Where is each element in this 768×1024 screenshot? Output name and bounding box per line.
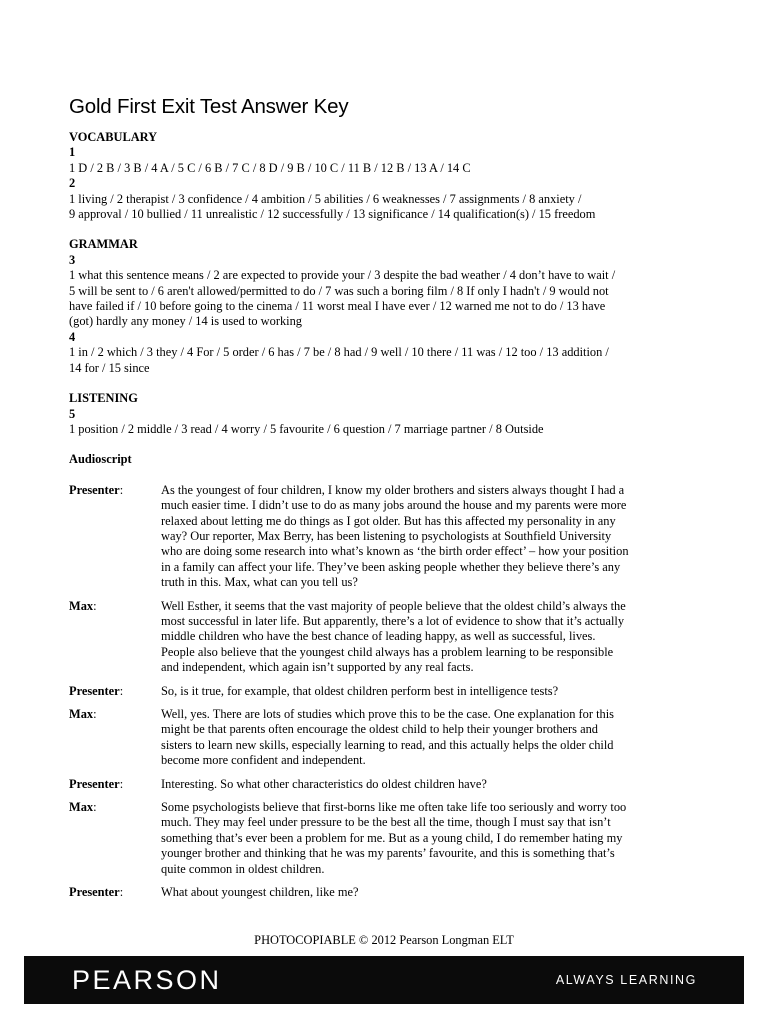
speech-text bbox=[161, 599, 701, 676]
question-number-5: 5 bbox=[69, 406, 76, 421]
speaker-label: Max: bbox=[69, 800, 97, 815]
audioscript-heading: Audioscript bbox=[69, 452, 132, 467]
speech-text bbox=[161, 885, 701, 900]
question-4-answers-line-2: 14 for / 15 since bbox=[69, 360, 150, 375]
speech-line: much easier time. I didn’t use to do as many jobs around the house and my parents were more bbox=[161, 498, 627, 513]
speech-line: much. They may feel under pressure to be the best all the time, though I must say that isn’t bbox=[161, 815, 611, 830]
dialogue-turn bbox=[69, 707, 709, 769]
photocopiable-notice: PHOTOCOPIABLE © 2012 Pearson Longman ELT bbox=[254, 933, 514, 947]
question-3-answers-line-3: have failed if / 10 before going to the cinema / 11 worst meal I have ever / 12 warned me not to do / 13 have bbox=[69, 299, 606, 314]
speaker-name: Presenter bbox=[69, 885, 120, 900]
speaker-label: Presenter: bbox=[69, 885, 124, 900]
grammar-heading: GRAMMAR bbox=[69, 237, 138, 252]
dialogue-turn bbox=[69, 483, 709, 591]
speech-line: become more confident and independent. bbox=[161, 753, 366, 768]
audioscript-dialogue bbox=[69, 483, 709, 901]
speech-line: way? Our reporter, Max Berry, has been listening to psychologists at Southfield University bbox=[161, 528, 612, 543]
speech-line: and independent, which again isn’t supported by any real facts. bbox=[161, 660, 474, 675]
speaker-label: Presenter: bbox=[69, 683, 124, 698]
speech-line: younger brother and thinking that he was my parents’ favourite, and this is something that’s bbox=[161, 846, 615, 861]
tagline: ALWAYS LEARNING bbox=[555, 973, 697, 987]
speech-line: Interesting. So what other characteristics do oldest children have? bbox=[161, 776, 487, 791]
dialogue-turn bbox=[69, 684, 709, 699]
speaker-label: Max: bbox=[69, 598, 97, 613]
answer-key-content bbox=[69, 130, 709, 908]
question-1-answers: 1 D / 2 B / 3 B / 4 A / 5 C / 6 B / 7 C / 8 D / 9 B / 10 C / 11 B / 12 B / 13 A / 14 C bbox=[69, 160, 471, 175]
speech-line: in a family can affect your life. They’ve been asking people whether they believe there’s any bbox=[161, 559, 621, 574]
question-number-1: 1 bbox=[69, 145, 76, 160]
speech-line: most successful in later life. But apparently, there’s a lot of evidence to show that it’s actually bbox=[161, 613, 625, 628]
speech-line: truth in this. Max, what can you tell us? bbox=[161, 575, 358, 590]
listening-heading: LISTENING bbox=[69, 391, 138, 406]
question-5-answers: 1 position / 2 middle / 3 read / 4 worry / 5 favourite / 6 question / 7 marriage partner / 8 Outside bbox=[69, 421, 544, 436]
speaker-name: Max bbox=[69, 598, 94, 613]
speech-line: Well Esther, it seems that the vast majority of people believe that the oldest child’s always the bbox=[161, 598, 626, 613]
speech-text bbox=[161, 707, 701, 769]
speech-line: So, is it true, for example, that oldest children perform best in intelligence tests? bbox=[161, 683, 559, 698]
question-2-answers-line-2: 9 approval / 10 bullied / 11 unrealistic / 12 successfully / 13 significance / 14 qualification(s) / 15 freedom bbox=[69, 207, 596, 222]
speech-line: sisters to learn new skills, especially learning to read, and this actually helps the older child bbox=[161, 737, 614, 752]
speech-line: relaxed about letting me do things as I got older. But has this affected my personality in any bbox=[161, 513, 616, 528]
speaker-name: Max bbox=[69, 707, 94, 721]
question-number-4: 4 bbox=[69, 329, 76, 344]
speech-text bbox=[161, 777, 701, 792]
page-title: Gold First Exit Test Answer Key bbox=[69, 95, 349, 118]
question-4-answers-line-1: 1 in / 2 which / 3 they / 4 For / 5 order / 6 has / 7 be / 8 had / 9 well / 10 there / 11 was / 12 too / 13 addition / bbox=[69, 345, 609, 360]
dialogue-turn bbox=[69, 599, 709, 676]
dialogue-turn bbox=[69, 777, 709, 792]
question-3-answers-line-4: (got) hardly any money / 14 is used to working bbox=[69, 314, 302, 329]
speaker-label: Presenter: bbox=[69, 482, 124, 497]
speech-line: As the youngest of four children, I know my older brothers and sisters always thought I had a bbox=[161, 482, 625, 497]
speech-line: might be that parents often encourage the oldest child to help their younger brothers and bbox=[161, 722, 598, 737]
speaker-name: Presenter bbox=[69, 482, 120, 497]
question-number-3: 3 bbox=[69, 252, 76, 267]
speech-line: Some psychologists believe that first-borns like me often take life too seriously and worry too bbox=[161, 800, 627, 815]
speech-line: quite common in oldest children. bbox=[161, 861, 325, 876]
speech-line: who are doing some research into what’s known as ‘the birth order effect’ – how your position bbox=[161, 544, 629, 559]
dialogue-turn bbox=[69, 800, 709, 877]
speaker-name: Presenter bbox=[69, 683, 120, 698]
speech-line: middle children who have the best chance of leading happy, as well as successful, lives. bbox=[161, 629, 596, 644]
vocabulary-heading: VOCABULARY bbox=[69, 130, 158, 144]
speaker-label: Presenter: bbox=[69, 776, 124, 791]
question-2-answers-line-1: 1 living / 2 therapist / 3 confidence / 4 ambition / 5 abilities / 6 weaknesses / 7 assignments / 8 anxiety / bbox=[69, 191, 582, 206]
speech-line: What about youngest children, like me? bbox=[161, 885, 359, 900]
speech-line: People also believe that the youngest child always has a problem learning to be responsible bbox=[161, 644, 614, 659]
speech-text bbox=[161, 483, 701, 591]
question-number-2: 2 bbox=[69, 176, 76, 191]
dialogue-turn bbox=[69, 885, 709, 900]
question-3-answers-line-2: 5 will be sent to / 6 aren't allowed/permitted to do / 7 was such a boring film / 8 If only I hadn't / 9 would not bbox=[69, 283, 609, 298]
question-3-answers-line-1: 1 what this sentence means / 2 are expected to provide your / 3 despite the bad weather / 4 don’t have to wait / bbox=[69, 268, 616, 283]
speech-line: Well, yes. There are lots of studies which prove this to be the case. One explanation for this bbox=[161, 707, 614, 721]
speech-text bbox=[161, 684, 701, 699]
speech-text bbox=[161, 800, 701, 877]
speaker-name: Presenter bbox=[69, 776, 120, 791]
pearson-logo: PEARSON bbox=[72, 965, 222, 995]
speaker-label: Max: bbox=[69, 707, 97, 721]
speaker-name: Max bbox=[69, 800, 94, 815]
footer-banner bbox=[24, 956, 744, 1004]
speech-line: something that’s ever been a problem for me. But as a young child, I do remember hating my bbox=[161, 830, 623, 845]
